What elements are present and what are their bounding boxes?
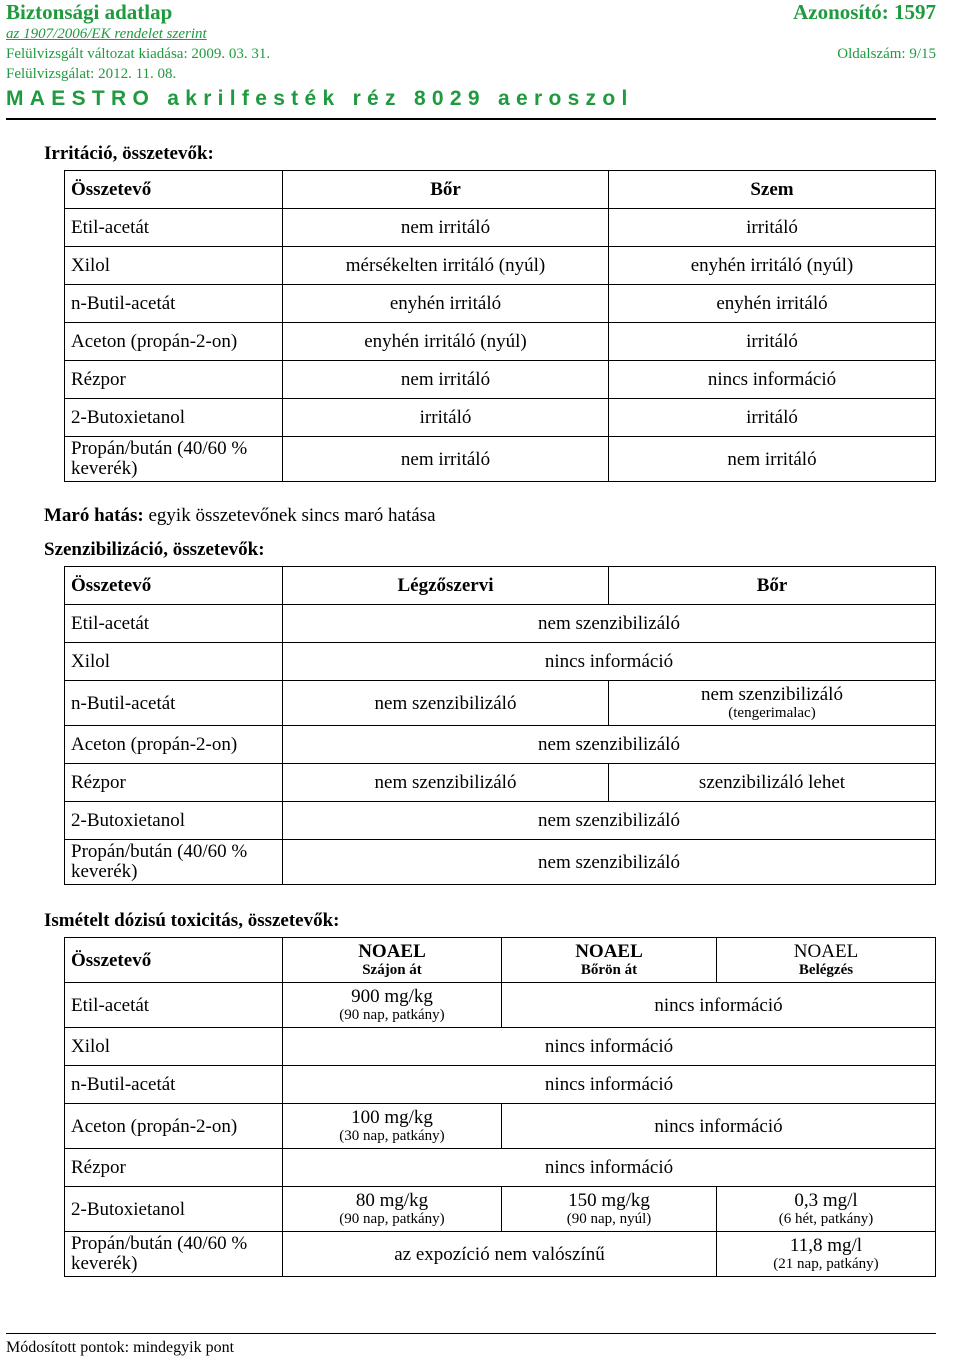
eye-value: irritáló	[609, 323, 936, 361]
table-row	[65, 643, 936, 681]
component-name: 2-Butoxietanol	[65, 399, 283, 437]
merged-value: nincs információ	[502, 983, 936, 1028]
eye-value: nem irritáló	[609, 437, 936, 482]
table-header-row	[65, 567, 936, 605]
component-name: Rézpor	[65, 1149, 283, 1187]
corrosive-label: Maró hatás:	[44, 505, 144, 526]
oral-value	[283, 1104, 502, 1149]
footer-divider	[6, 1333, 936, 1334]
table-row	[65, 840, 936, 885]
component-name: Xilol	[65, 643, 283, 681]
repeated-title: Ismételt dózisú toxicitás, összetevők:	[44, 910, 340, 931]
header-respiratory: Légzőszervi	[283, 567, 609, 605]
component-name: 2-Butoxietanol	[65, 802, 283, 840]
component-name	[65, 840, 283, 885]
header-inhal-noael: NOAEL	[793, 940, 859, 962]
inhal-value	[717, 1187, 936, 1232]
eye-value: irritáló	[609, 209, 936, 247]
component-name: 2-Butoxietanol	[65, 1187, 283, 1232]
skin-value: nem irritáló	[283, 361, 609, 399]
header-inhal	[717, 938, 936, 983]
component-name: Xilol	[65, 247, 283, 285]
table-header-row	[65, 171, 936, 209]
product-name: MAESTRO akrilfesték réz 8029 aeroszol	[6, 87, 634, 110]
header-component: Összetevő	[65, 567, 283, 605]
header-dermal	[502, 938, 717, 983]
eye-value: nincs információ	[609, 361, 936, 399]
dermal-value	[502, 1187, 717, 1232]
component-name: Etil-acetát	[65, 605, 283, 643]
header-dermal-noael: NOAEL	[575, 940, 643, 962]
table-row	[65, 802, 936, 840]
header-oral-noael: NOAEL	[358, 940, 426, 962]
doc-id: Azonosító: 1597	[793, 0, 936, 24]
header-skin: Bőr	[283, 171, 609, 209]
corrosive-text: egyik összetevőnek sincs maró hatása	[148, 505, 436, 526]
component-name	[65, 1232, 283, 1277]
merged-value: nem szenzibilizáló	[283, 605, 936, 643]
inhal-dose: 11,8 mg/l	[789, 1234, 863, 1256]
merged-value: nem szenzibilizáló	[283, 840, 936, 885]
merged-value: nincs információ	[283, 1066, 936, 1104]
component-name: Rézpor	[65, 361, 283, 399]
regulation: az 1907/2006/EK rendelet szerint	[6, 26, 207, 42]
table-row	[65, 437, 936, 482]
page-number: Oldalszám: 9/15	[837, 46, 936, 62]
skin-value: enyhén irritáló (nyúl)	[283, 323, 609, 361]
header-component: Összetevő	[65, 938, 283, 983]
merged-value: nincs információ	[502, 1104, 936, 1149]
eye-value: enyhén irritáló	[609, 285, 936, 323]
table-header-row	[65, 938, 936, 983]
oral-value	[283, 1187, 502, 1232]
component-name: Xilol	[65, 1028, 283, 1066]
skin-value-note: (tengerimalac)	[728, 704, 816, 721]
component-name	[65, 437, 283, 482]
component-name: Rézpor	[65, 764, 283, 802]
eye-value: enyhén irritáló (nyúl)	[609, 247, 936, 285]
page-header	[6, 0, 936, 86]
corrosive-line	[44, 505, 436, 527]
merged-value: nincs információ	[283, 643, 936, 681]
component-name: Aceton (propán-2-on)	[65, 323, 283, 361]
header-inhal-route: Belégzés	[798, 961, 854, 978]
dermal-note: (90 nap, nyúl)	[566, 1210, 652, 1227]
repeated-table	[64, 937, 936, 1277]
table-row	[65, 605, 936, 643]
oral-dose: 900 mg/kg	[351, 985, 433, 1007]
merged-value: nem szenzibilizáló	[283, 726, 936, 764]
skin-value: nem irritáló	[283, 437, 609, 482]
header-oral	[283, 938, 502, 983]
component-name: Etil-acetát	[65, 983, 283, 1028]
oral-note: (90 nap, patkány)	[339, 1210, 445, 1227]
oral-dose: 80 mg/kg	[355, 1189, 429, 1211]
footer-modified: Módosított pontok: mindegyik pont	[6, 1339, 235, 1356]
table-row	[65, 1187, 936, 1232]
table-row	[65, 1028, 936, 1066]
component-name-text: Propán/bután (40/60 % keverék)	[71, 1233, 248, 1274]
table-row	[65, 285, 936, 323]
component-name: Aceton (propán-2-on)	[65, 726, 283, 764]
table-row	[65, 361, 936, 399]
component-name: Aceton (propán-2-on)	[65, 1104, 283, 1149]
merged-value: nincs információ	[283, 1028, 936, 1066]
irritation-table	[64, 170, 936, 482]
table-row	[65, 726, 936, 764]
sensitization-table	[64, 566, 936, 885]
header-skin: Bőr	[609, 567, 936, 605]
table-row	[65, 681, 936, 726]
skin-value: enyhén irritáló	[283, 285, 609, 323]
skin-value: irritáló	[283, 399, 609, 437]
table-row	[65, 1104, 936, 1149]
oral-note: (30 nap, patkány)	[339, 1127, 445, 1144]
oral-note: (90 nap, patkány)	[339, 1006, 445, 1023]
component-name: n-Butil-acetát	[65, 285, 283, 323]
component-name: Etil-acetát	[65, 209, 283, 247]
skin-value-main: nem szenzibilizáló	[701, 683, 843, 705]
table-row	[65, 1149, 936, 1187]
table-row	[65, 764, 936, 802]
oral-value	[283, 983, 502, 1028]
merged-value: nem szenzibilizáló	[283, 802, 936, 840]
oral-dose: 100 mg/kg	[351, 1106, 433, 1128]
inhal-note: (21 nap, patkány)	[773, 1255, 879, 1272]
component-name: n-Butil-acetát	[65, 681, 283, 726]
inhal-value	[717, 1232, 936, 1277]
header-oral-route: Szájon át	[362, 961, 422, 978]
skin-value: szenzibilizáló lehet	[609, 764, 936, 802]
table-row	[65, 1066, 936, 1104]
merged-value: az expozíció nem valószínű	[283, 1232, 717, 1277]
table-row	[65, 1232, 936, 1277]
skin-value: nem irritáló	[283, 209, 609, 247]
doc-title: Biztonsági adatlap	[6, 0, 173, 24]
table-row	[65, 247, 936, 285]
sensitization-title: Szenzibilizáció, összetevők:	[44, 539, 265, 560]
inhal-dose: 0,3 mg/l	[794, 1189, 858, 1211]
table-row	[65, 399, 936, 437]
component-name: n-Butil-acetát	[65, 1066, 283, 1104]
table-row	[65, 209, 936, 247]
header-divider	[6, 118, 936, 120]
eye-value: irritáló	[609, 399, 936, 437]
revision-issue: Felülvizsgált változat kiadása: 2009. 03. 31.	[6, 46, 271, 62]
respiratory-value: nem szenzibilizáló	[283, 681, 609, 726]
review-date: Felülvizsgálat: 2012. 11. 08.	[6, 66, 177, 82]
header-component: Összetevő	[65, 171, 283, 209]
inhal-note: (6 hét, patkány)	[778, 1210, 874, 1227]
skin-value: mérsékelten irritáló (nyúl)	[283, 247, 609, 285]
dermal-dose: 150 mg/kg	[568, 1189, 650, 1211]
table-row	[65, 323, 936, 361]
merged-value: nincs információ	[283, 1149, 936, 1187]
component-name-text: Propán/bután (40/60 % keverék)	[71, 841, 248, 882]
header-dermal-route: Bőrön át	[580, 961, 638, 978]
skin-value	[609, 681, 936, 726]
irritation-title: Irritáció, összetevők:	[44, 143, 214, 164]
respiratory-value: nem szenzibilizáló	[283, 764, 609, 802]
header-eye: Szem	[609, 171, 936, 209]
component-name-text: Propán/bután (40/60 % keverék)	[71, 438, 248, 479]
table-row	[65, 983, 936, 1028]
